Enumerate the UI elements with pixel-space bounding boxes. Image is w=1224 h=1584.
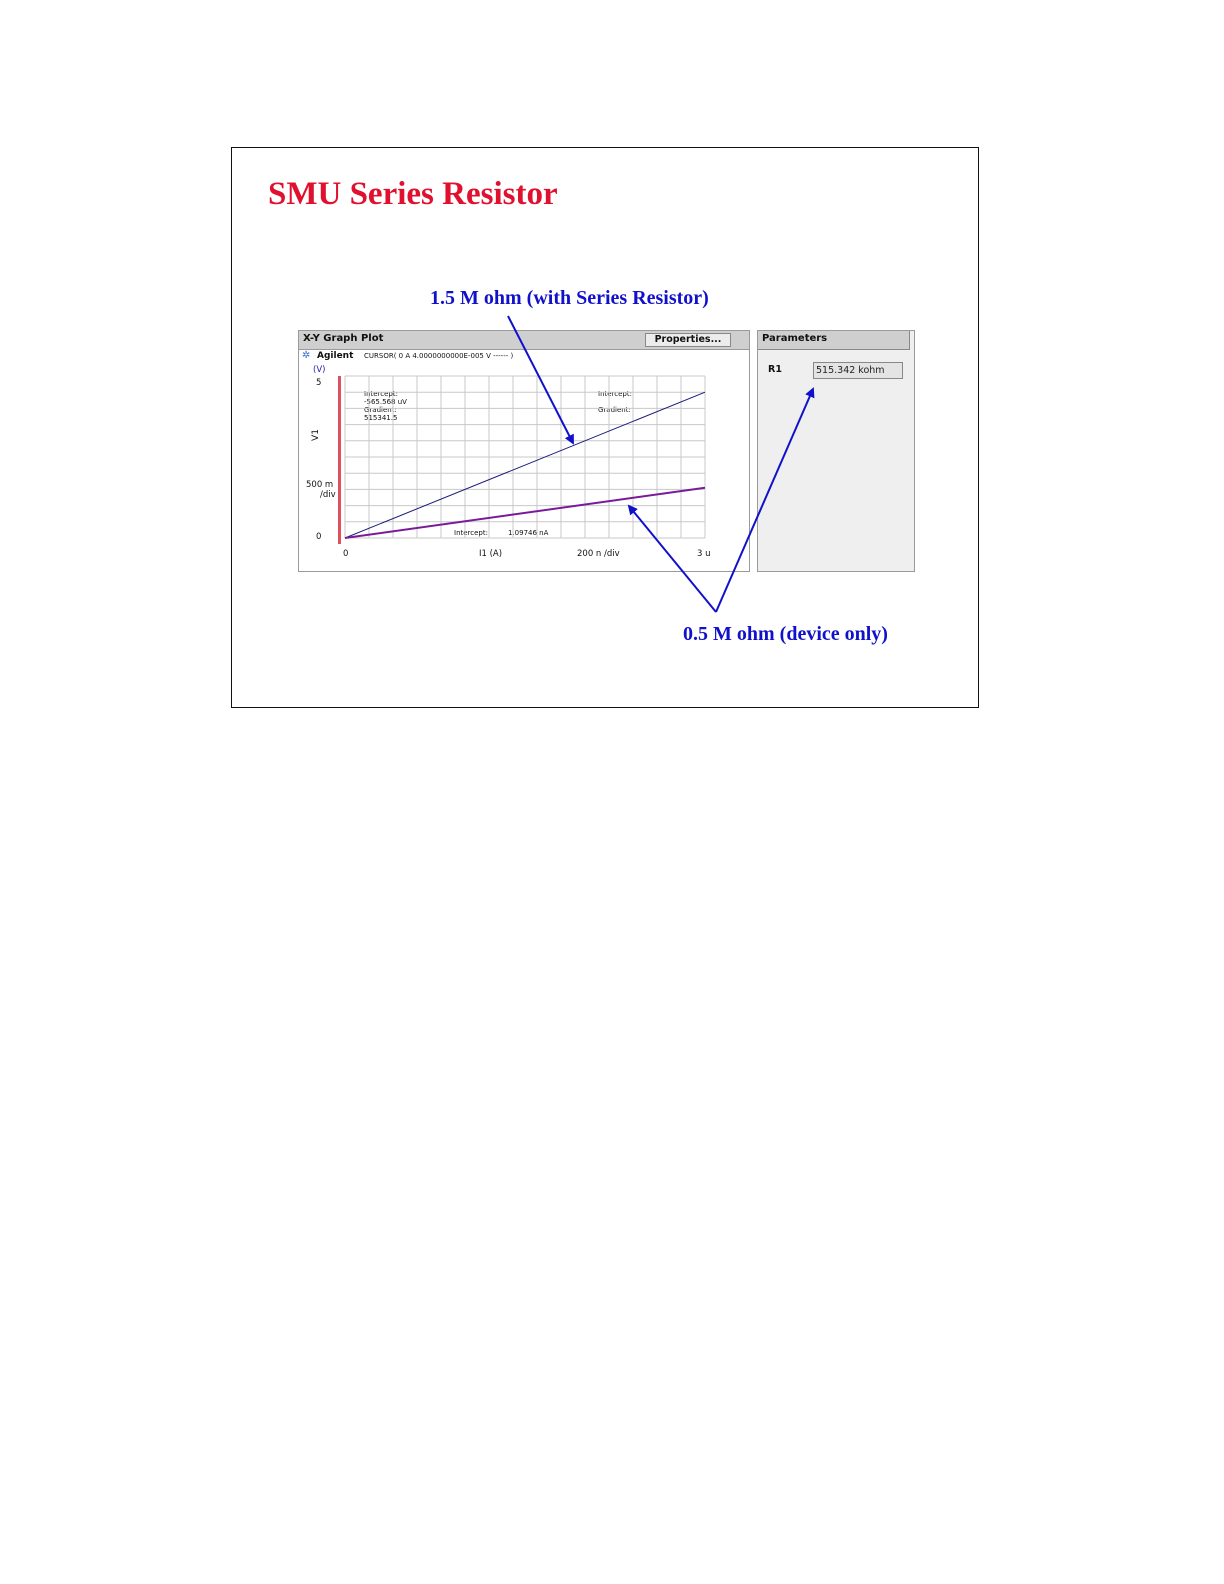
right-intercept-label: Intercept:	[598, 390, 632, 398]
x-max-tick: 3 u	[697, 549, 711, 559]
left-gradient-value: 515341.5	[364, 414, 398, 422]
x-axis-label: I1 (A)	[479, 549, 503, 559]
y-axis-label: V1	[310, 429, 321, 441]
r1-label: R1	[768, 364, 782, 375]
agilent-logo-icon: ✲	[302, 350, 311, 361]
bottom-intercept-value: 1.09746 nA	[508, 529, 549, 537]
graph-window-title: X-Y Graph Plot	[303, 333, 384, 344]
left-gradient-label: Gradient:	[364, 406, 397, 414]
top-callout-arrow	[508, 316, 573, 443]
left-intercept-label: Intercept:	[364, 390, 398, 398]
parameters-title: Parameters	[762, 333, 828, 344]
cursor-readout: CURSOR( 0 A 4.0000000000E-005 V ------ )	[364, 352, 514, 360]
left-intercept-value: -565.568 uV	[364, 398, 407, 406]
plot-lines	[345, 392, 705, 538]
x-zero-tick: 0	[343, 549, 349, 559]
callout-device-only: 0.5 M ohm (device only)	[683, 623, 888, 645]
y-top-tick: 5	[316, 378, 322, 388]
brand-label: Agilent	[317, 351, 354, 361]
y-unit-label: (V)	[313, 365, 326, 375]
x-div-label: 200 n /div	[577, 549, 620, 559]
bottom-callout-arrow-right	[716, 389, 813, 612]
y-div-value: 500 m	[306, 480, 334, 490]
r1-value-field[interactable]: 515.342 kohm	[813, 362, 903, 379]
properties-button[interactable]: Properties...	[645, 333, 731, 347]
series-line	[345, 488, 705, 538]
callout-series-resistor: 1.5 M ohm (with Series Resistor)	[430, 287, 709, 309]
right-gradient-label: Gradient:	[598, 406, 631, 414]
y-zero-tick: 0	[316, 532, 322, 542]
y-div-unit: /div	[320, 490, 336, 500]
slide-title: SMU Series Resistor	[268, 176, 558, 212]
series-line	[345, 392, 705, 538]
bottom-intercept-label: Intercept:	[454, 529, 488, 537]
y-axis-marker	[338, 376, 341, 544]
